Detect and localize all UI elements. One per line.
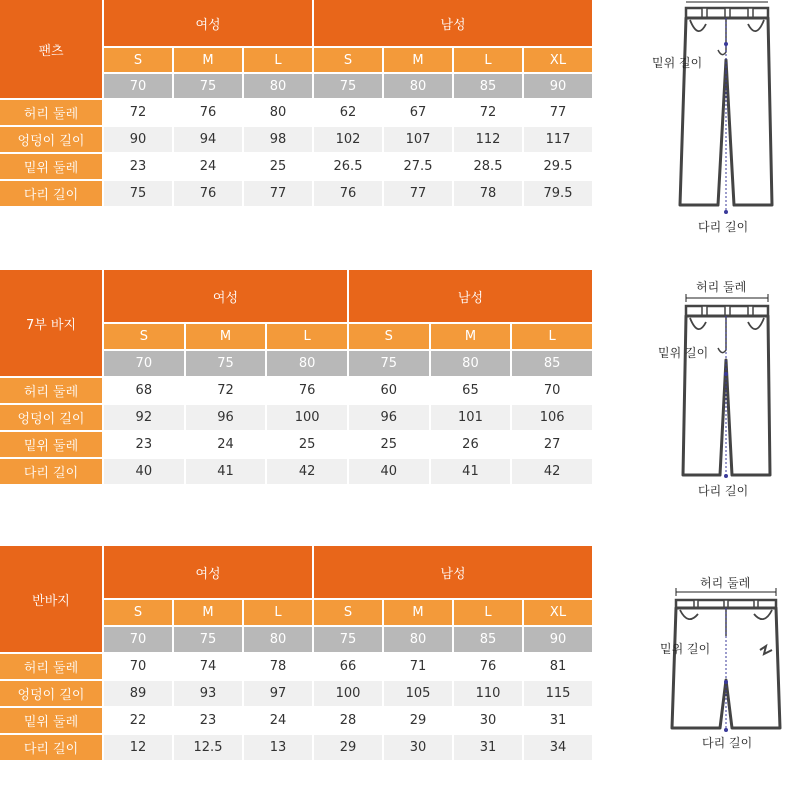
value-cell: 78 [244, 654, 312, 679]
cropped-pants-illustration [640, 270, 800, 510]
row-label: 허리 둘레 [0, 654, 102, 679]
pants-illustration [640, 0, 800, 240]
size-cell: S [314, 48, 382, 72]
number-cell: 75 [314, 627, 382, 652]
value-cell: 65 [431, 378, 511, 403]
value-cell: 76 [174, 100, 242, 125]
number-cell: 80 [244, 74, 312, 98]
row-label: 허리 둘레 [0, 100, 102, 125]
value-cell: 77 [244, 181, 312, 206]
value-cell: 76 [314, 181, 382, 206]
value-cell: 79.5 [524, 181, 592, 206]
group-men: 남성 [314, 0, 592, 46]
value-cell: 76 [267, 378, 347, 403]
table-row [0, 459, 592, 484]
value-cell: 102 [314, 127, 382, 152]
leg-label: 다리 길이 [702, 736, 753, 750]
number-cell: 80 [267, 351, 347, 376]
value-cell: 27 [512, 432, 592, 457]
number-cell: 75 [349, 351, 429, 376]
number-cell: 75 [186, 351, 266, 376]
value-cell: 68 [104, 378, 184, 403]
value-cell: 105 [384, 681, 452, 706]
size-cell: S [104, 600, 172, 625]
pants-size-table [0, 0, 594, 208]
value-cell: 117 [524, 127, 592, 152]
number-cell: 85 [454, 627, 522, 652]
value-cell: 72 [454, 100, 522, 125]
value-cell: 34 [524, 735, 592, 760]
value-cell: 96 [349, 405, 429, 430]
size-cell: S [349, 324, 429, 349]
value-cell: 97 [244, 681, 312, 706]
size-cell: S [314, 600, 382, 625]
row-label: 엉덩이 길이 [0, 127, 102, 152]
value-cell: 77 [524, 100, 592, 125]
value-cell: 107 [384, 127, 452, 152]
value-cell: 78 [454, 181, 522, 206]
value-cell: 22 [104, 708, 172, 733]
number-cell: 75 [314, 74, 382, 98]
group-women: 여성 [104, 546, 312, 598]
category-cell: 7부 바지 [0, 270, 102, 376]
value-cell: 72 [104, 100, 172, 125]
leg-label: 다리 길이 [698, 484, 749, 498]
shorts-size-table [0, 544, 594, 762]
value-cell: 31 [524, 708, 592, 733]
value-cell: 75 [104, 181, 172, 206]
waist-label: 허리 둘레 [696, 280, 747, 294]
value-cell: 93 [174, 681, 242, 706]
category-cell: 반바지 [0, 546, 102, 652]
value-cell: 30 [384, 735, 452, 760]
size-cell: M [384, 600, 452, 625]
number-cell: 70 [104, 627, 172, 652]
value-cell: 100 [267, 405, 347, 430]
value-cell: 28.5 [454, 154, 522, 179]
value-cell: 77 [384, 181, 452, 206]
number-cell: 80 [384, 74, 452, 98]
value-cell: 90 [104, 127, 172, 152]
cropped-pants-diagram [640, 270, 800, 510]
pants-diagram [640, 0, 800, 240]
value-cell: 98 [244, 127, 312, 152]
number-cell: 80 [384, 627, 452, 652]
size-cell: M [174, 600, 242, 625]
value-cell: 24 [174, 154, 242, 179]
number-cell: 70 [104, 351, 184, 376]
table-row [0, 405, 592, 430]
row-label: 밑위 둘레 [0, 432, 102, 457]
table-row [0, 432, 592, 457]
size-cell: S [104, 48, 172, 72]
table-row [0, 181, 592, 206]
value-cell: 70 [104, 654, 172, 679]
rise-label: 밑위 길이 [658, 346, 709, 360]
value-cell: 25 [267, 432, 347, 457]
value-cell: 25 [349, 432, 429, 457]
table-row [0, 127, 592, 152]
value-cell: 23 [174, 708, 242, 733]
value-cell: 89 [104, 681, 172, 706]
value-cell: 67 [384, 100, 452, 125]
value-cell: 42 [512, 459, 592, 484]
cropped-pants-size-table [0, 268, 594, 486]
size-cell: M [186, 324, 266, 349]
value-cell: 28 [314, 708, 382, 733]
value-cell: 25 [244, 154, 312, 179]
rise-label: 밑위 길이 [652, 56, 703, 70]
leg-label: 다리 길이 [698, 220, 749, 234]
value-cell: 29.5 [524, 154, 592, 179]
value-cell: 76 [174, 181, 242, 206]
value-cell: 30 [454, 708, 522, 733]
table-row [0, 100, 592, 125]
row-label: 엉덩이 길이 [0, 681, 102, 706]
row-label: 다리 길이 [0, 459, 102, 484]
value-cell: 29 [384, 708, 452, 733]
size-cell: S [104, 324, 184, 349]
number-cell: 75 [174, 74, 242, 98]
value-cell: 70 [512, 378, 592, 403]
value-cell: 92 [104, 405, 184, 430]
table-row [0, 708, 592, 733]
row-label: 밑위 둘레 [0, 154, 102, 179]
number-cell: 90 [524, 627, 592, 652]
value-cell: 27.5 [384, 154, 452, 179]
size-cell: L [267, 324, 347, 349]
value-cell: 112 [454, 127, 522, 152]
group-men: 남성 [349, 270, 592, 322]
value-cell: 29 [314, 735, 382, 760]
size-cell: M [431, 324, 511, 349]
value-cell: 40 [349, 459, 429, 484]
value-cell: 94 [174, 127, 242, 152]
category-cell: 팬츠 [0, 0, 102, 98]
number-cell: 75 [174, 627, 242, 652]
size-cell: XL [524, 600, 592, 625]
value-cell: 13 [244, 735, 312, 760]
shorts-diagram [650, 570, 800, 770]
size-cell: L [244, 48, 312, 72]
size-cell: M [384, 48, 452, 72]
row-label: 엉덩이 길이 [0, 405, 102, 430]
number-cell: 85 [454, 74, 522, 98]
row-label: 다리 길이 [0, 735, 102, 760]
value-cell: 40 [104, 459, 184, 484]
value-cell: 115 [524, 681, 592, 706]
value-cell: 23 [104, 432, 184, 457]
rise-label: 밑위 길이 [660, 642, 711, 656]
number-cell: 80 [431, 351, 511, 376]
value-cell: 72 [186, 378, 266, 403]
row-label: 허리 둘레 [0, 378, 102, 403]
group-men: 남성 [314, 546, 592, 598]
size-cell: M [174, 48, 242, 72]
number-cell: 85 [512, 351, 592, 376]
value-cell: 110 [454, 681, 522, 706]
size-cell: L [512, 324, 592, 349]
value-cell: 12.5 [174, 735, 242, 760]
value-cell: 41 [431, 459, 511, 484]
value-cell: 76 [454, 654, 522, 679]
value-cell: 41 [186, 459, 266, 484]
value-cell: 80 [244, 100, 312, 125]
value-cell: 31 [454, 735, 522, 760]
value-cell: 26.5 [314, 154, 382, 179]
value-cell: 24 [186, 432, 266, 457]
table-row [0, 154, 592, 179]
value-cell: 60 [349, 378, 429, 403]
value-cell: 100 [314, 681, 382, 706]
size-cell: L [454, 600, 522, 625]
table-row [0, 681, 592, 706]
number-cell: 80 [244, 627, 312, 652]
row-label: 밑위 둘레 [0, 708, 102, 733]
group-women: 여성 [104, 270, 347, 322]
waist-label: 허리 둘레 [700, 576, 751, 590]
row-label: 다리 길이 [0, 181, 102, 206]
value-cell: 42 [267, 459, 347, 484]
value-cell: 96 [186, 405, 266, 430]
value-cell: 71 [384, 654, 452, 679]
value-cell: 81 [524, 654, 592, 679]
table-row [0, 654, 592, 679]
number-cell: 90 [524, 74, 592, 98]
value-cell: 106 [512, 405, 592, 430]
size-cell: L [454, 48, 522, 72]
value-cell: 74 [174, 654, 242, 679]
value-cell: 101 [431, 405, 511, 430]
value-cell: 26 [431, 432, 511, 457]
size-cell: XL [524, 48, 592, 72]
size-cell: L [244, 600, 312, 625]
group-women: 여성 [104, 0, 312, 46]
value-cell: 24 [244, 708, 312, 733]
value-cell: 23 [104, 154, 172, 179]
value-cell: 12 [104, 735, 172, 760]
table-row [0, 378, 592, 403]
value-cell: 66 [314, 654, 382, 679]
number-cell: 70 [104, 74, 172, 98]
table-row [0, 735, 592, 760]
value-cell: 62 [314, 100, 382, 125]
